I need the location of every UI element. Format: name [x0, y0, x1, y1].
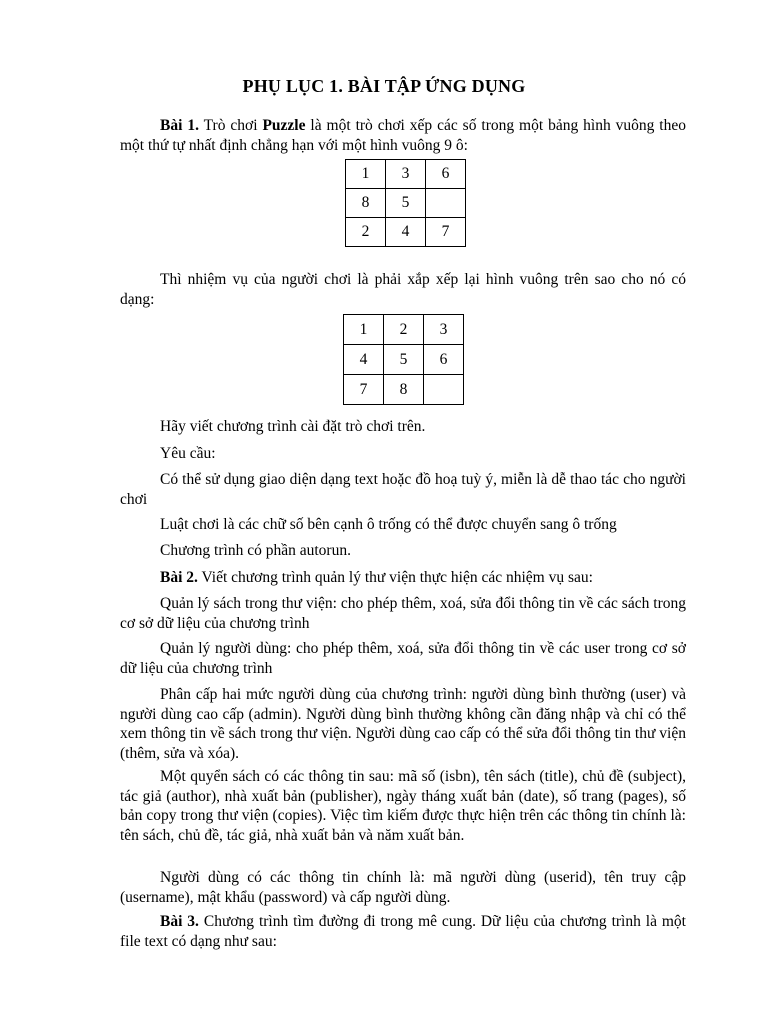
puzzle-word: Puzzle — [262, 117, 306, 134]
grid-row — [346, 189, 466, 218]
bai3-label: Bài 3. — [160, 913, 199, 930]
grid-cell: 5 — [384, 345, 424, 375]
users-management-text: Quản lý người dùng: cho phép thêm, xoá, sửa đổi thông tin về các user trong cơ sở dữ liệu của chương trình — [120, 640, 686, 677]
bai1-text-b: là một trò chơi xếp các số trong một bảng hình vuông theo một thứ tự nhất định chẳng hạn với một hình vuông 9 ô: — [120, 117, 686, 154]
user-info-paragraph — [120, 868, 686, 907]
users-management-paragraph — [120, 639, 686, 678]
write-program-text: Hãy viết chương trình cài đặt trò chơi trên. — [160, 418, 426, 435]
task-text: Thì nhiệm vụ của người chơi là phải xắp xếp lại hình vuông trên sao cho nó có dạng: — [120, 271, 686, 308]
bai1-text-a: Trò chơi — [198, 117, 263, 134]
user-info-text: Người dùng có các thông tin chính là: mã người dùng (userid), tên truy cập (username), mật khẩu (password) và cấp người dùng. — [120, 869, 686, 906]
page-title: PHỤ LỤC 1. BÀI TẬP ỨNG DỤNG — [242, 76, 526, 96]
grid-row — [344, 375, 464, 405]
grid-row — [344, 315, 464, 345]
bai2-label: Bài 2. — [160, 569, 198, 586]
bai2-text: Viết chương trình quản lý thư viện thực hiện các nhiệm vụ sau: — [197, 569, 593, 586]
books-management-text: Quản lý sách trong thư viện: cho phép thêm, xoá, sửa đổi thông tin về các sách trong cơ sở dữ liệu của chương trình — [120, 595, 686, 632]
grid-cell: 4 — [344, 345, 384, 375]
grid-cell — [426, 189, 466, 218]
grid-cell: 7 — [344, 375, 384, 405]
grid-cell: 3 — [386, 160, 426, 189]
grid-cell: 8 — [346, 189, 386, 218]
requirements-label: Yêu cầu: — [160, 445, 216, 462]
grid-cell: 6 — [426, 160, 466, 189]
grid-cell: 3 — [424, 315, 464, 345]
bai1-paragraph — [120, 116, 686, 155]
grid-row — [346, 218, 466, 247]
grid-cell — [424, 375, 464, 405]
grid-cell: 7 — [426, 218, 466, 247]
book-info-text: Một quyển sách có các thông tin sau: mã số (isbn), tên sách (title), chủ đề (subject), tác giả (author), nhà xuất bản (publisher), ngày tháng xuất bản (date), số trang (pages), số bản copy trong thư viện (copies). Việc tìm kiếm được thực hiện trên các thông tin chính là: tên sách, chủ đề, tác giả, nhà xuất bản và năm xuất bản. — [120, 768, 686, 844]
grid-cell: 5 — [386, 189, 426, 218]
grid-cell: 2 — [346, 218, 386, 247]
requirement-3 — [120, 541, 686, 561]
puzzle-grid-goal — [343, 314, 464, 405]
bai1-label: Bài 1. — [160, 117, 199, 134]
task-paragraph — [120, 270, 686, 309]
bai3-paragraph — [120, 912, 686, 951]
grid-row — [346, 160, 466, 189]
book-info-paragraph — [120, 767, 686, 845]
bai3-text: Chương trình tìm đường đi trong mê cung. Dữ liệu của chương trình là một file text có dạng như sau: — [120, 913, 686, 950]
books-management-paragraph — [120, 594, 686, 633]
grid-cell: 1 — [346, 160, 386, 189]
user-levels-text: Phân cấp hai mức người dùng của chương trình: người dùng bình thường (user) và người dùng cao cấp (admin). Người dùng bình thường không cần đăng nhập và chỉ có thể xem thông tin về sách trong thư viện. Người dùng cao cấp có thể sửa đổi thông tin thư viện (thêm, sửa và xóa). — [120, 686, 686, 762]
grid-cell: 8 — [384, 375, 424, 405]
grid-row — [344, 345, 464, 375]
user-levels-paragraph — [120, 685, 686, 763]
grid-cell: 4 — [386, 218, 426, 247]
grid-cell: 2 — [384, 315, 424, 345]
write-program-paragraph — [120, 417, 686, 437]
grid-cell: 1 — [344, 315, 384, 345]
puzzle-grid-initial — [345, 159, 466, 247]
requirement-1 — [120, 470, 686, 509]
requirement-1-text: Có thể sử dụng giao diện dạng text hoặc đồ hoạ tuỳ ý, miễn là dễ thao tác cho người chơi — [120, 471, 686, 508]
bai2-paragraph — [120, 568, 686, 588]
grid-cell: 6 — [424, 345, 464, 375]
requirement-3-text: Chương trình có phần autorun. — [160, 542, 351, 559]
requirement-2 — [120, 515, 686, 535]
requirements-label-paragraph — [120, 444, 686, 464]
requirement-2-text: Luật chơi là các chữ số bên cạnh ô trống có thể được chuyển sang ô trống — [160, 516, 617, 533]
